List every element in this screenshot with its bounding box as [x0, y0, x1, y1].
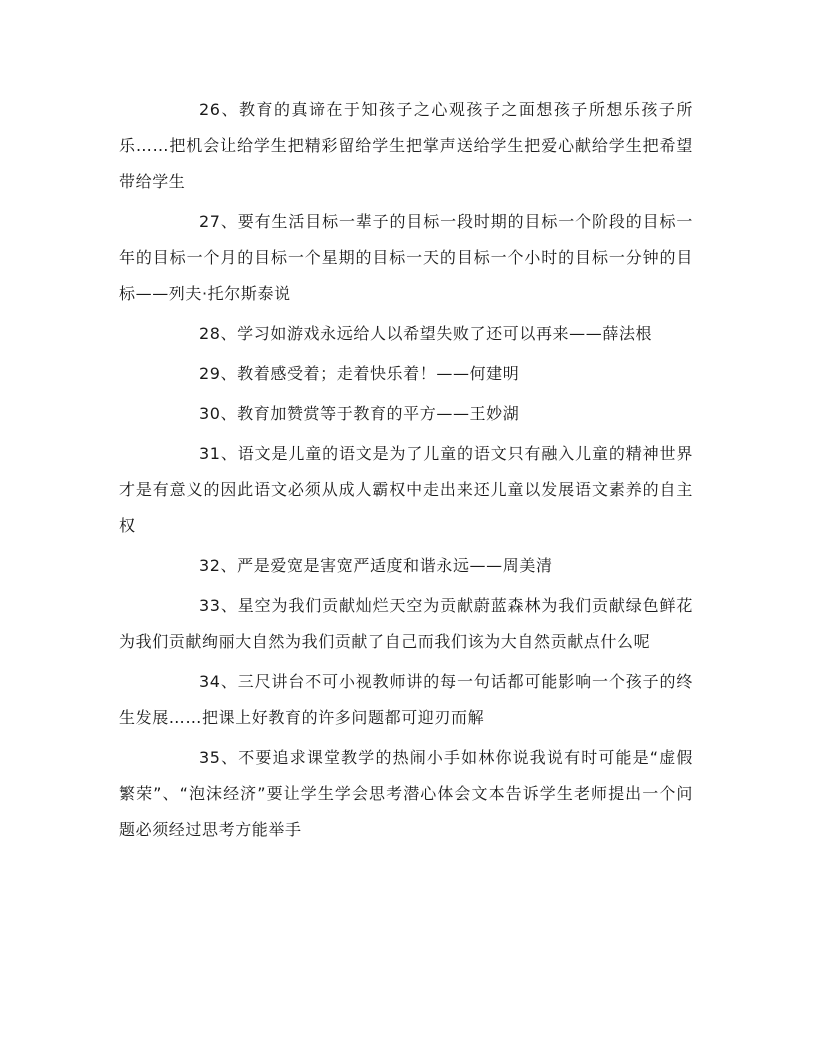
quote-paragraph-30: 30、教育加赞赏等于教育的平方——王妙湖 [199, 404, 520, 423]
quote-paragraph-28: 28、学习如游戏永远给人以希望失败了还可以再来——薛法根 [199, 324, 653, 343]
quote-paragraph-34: 34、三尺讲台不可小视教师讲的每一句话都可能影响一个孩子的终生发展……把课上好教育的许多问题都可迎刃而解 [119, 672, 693, 727]
quote-paragraph-32: 32、严是爱宽是害宽严适度和谐永远——周美清 [199, 556, 553, 575]
quote-paragraph-27: 27、要有生活目标一辈子的目标一段时期的目标一个阶段的目标一年的目标一个月的目标一个星期的目标一天的目标一个小时的目标一分钟的目标——列夫·托尔斯泰说 [119, 212, 693, 303]
quote-paragraph-31: 31、语文是儿童的语文是为了儿童的语文只有融入儿童的精神世界才是有意义的因此语文必须从成人霸权中走出来还儿童以发展语文素养的自主权 [119, 444, 693, 535]
quote-paragraph-33: 33、星空为我们贡献灿烂天空为贡献蔚蓝森林为我们贡献绿色鲜花为我们贡献绚丽大自然为我们贡献了自己而我们该为大自然贡献点什么呢 [119, 596, 693, 651]
document-page [119, 92, 693, 852]
quote-paragraph-29: 29、教着感受着；走着快乐着！——何建明 [199, 364, 520, 383]
quote-paragraph-26: 26、教育的真谛在于知孩子之心观孩子之面想孩子所想乐孩子所乐……把机会让给学生把精彩留给学生把掌声送给学生把爱心献给学生把希望带给学生 [119, 100, 693, 191]
quote-paragraph-35: 35、不要追求课堂教学的热闹小手如林你说我说有时可能是“虚假繁荣”、“泡沫经济”要让学生学会思考潜心体会文本告诉学生老师提出一个问题必须经过思考方能举手 [119, 748, 693, 839]
